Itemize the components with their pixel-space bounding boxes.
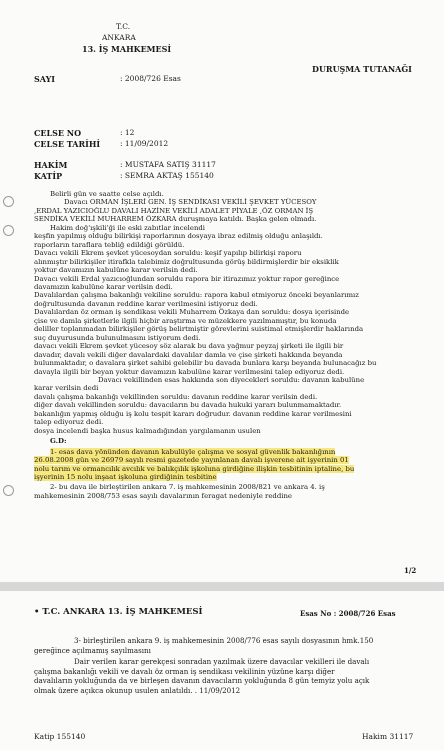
body-line: bulunmaktadır, o davalara şirket sahibi gelebilir bu davada bunlara karşı beyanda bulunacağız bu	[34, 359, 377, 368]
esas-number: Esas No : 2008/726 Esas	[300, 609, 396, 618]
verdict-line: işyerinin 15 nolu inşaat işkoluna girdiğinin tesbitine	[34, 472, 217, 481]
body-line: Davacı ORMAN İŞLERİ GEN. İŞ SENDİKASI VEKİLİ ŞEVKET YÜCESOY	[64, 198, 317, 207]
body-line: davacı vekili Ekrem şevket yücesoy söz alarak bu dava yağmur peyzaj şirketi ile ilgili bir	[34, 342, 344, 351]
body-line: Belirli gün ve saatte celse açıldı.	[50, 190, 164, 198]
body-line: davamızın kabulüne karar verilsin dedi.	[34, 282, 173, 291]
body-line: 2- bu dava ile birleştirilen ankara 7. iş mahkemesinin 2008/821 ve ankara 4. iş	[50, 483, 325, 492]
body-line: davalıların yokluğunda da ve birleşen davanın davacıların yokluğunda 8 gün temyiz yolu açık	[34, 676, 370, 686]
body-line: suç duyurusunda bulunulmasını istiyorum dedi.	[34, 333, 201, 342]
punch-hole-icon	[3, 485, 14, 496]
field-label-celse-no: CELSE NO	[34, 128, 82, 138]
body-line: SENDİKA VEKİLİ MUHARREM ÖZKARA duruşmaya katıldı. Başka gelen olmadı.	[34, 215, 317, 224]
body-line: Davacı vekili Ekrem şevket yücesoydan soruldu: keşif yapılıp bilirkişi raporu	[34, 249, 302, 258]
body-line: olmak üzere açıkca okunup usulen anlatıldı. . 11/09/2012	[34, 685, 241, 695]
body-line: alınmıştır bilirkişiler itirafkla talebimiz doğrultusunda görüş bildirmişlerdir bir eksiklik	[34, 257, 339, 266]
document-title: DURUŞMA TUTANAĞI	[312, 64, 412, 74]
body-line: davayla ilgili bir beyan yoktur davamızın kabulüne karar verilmesini talep ediyoruz dedi.	[34, 367, 345, 376]
body-line: diğer davalı vekillinden soruldu: davacıların bu davada hukuki yararı bulunmamaktadır.	[34, 401, 342, 410]
court-name: 13. İŞ MAHKEMESİ	[82, 44, 172, 54]
page-number: 1/2	[404, 566, 417, 575]
body-line: raporların taraflara tebliğ edildiği görüldü.	[34, 240, 185, 249]
verdict-line: 26.08.2008 gün ve 26979 sayılı resmi gazetede yayınlanan davalı işverene ait işyerinin 01	[34, 456, 349, 465]
body-line: Davalılardan çalışma bakanlığı vekiline soruldu: rapora kabul etmiyoruz önceki beyanlarımız	[34, 291, 359, 300]
document-page-2	[0, 591, 444, 750]
body-line: Davacı vekillinden esas hakkında son diyecekleri soruldu: davanın kabulüne	[98, 375, 365, 384]
body-line: Dair verilen karar gerekçesi sonradan yazılmak üzere davacılar vekilleri ile davalı	[74, 657, 370, 667]
body-line: çise ve damla şirketlerle ilgili hiçbir araştırma ve müzekkere yazılmamıştır, bu konuda	[34, 316, 337, 325]
punch-hole-icon	[3, 225, 14, 236]
bullet-icon: •	[34, 607, 40, 617]
body-line: deliller toplanmadan bilirkişiler görüş belirtmiştir görevlerini suistimal etmişlerdir haklarında	[34, 325, 364, 334]
body-line: Hakim doğ'ışkili'ği ile eski zabıtlar incelendi	[50, 223, 206, 232]
field-value-katip: : SEMRA AKTAŞ 155140	[120, 171, 214, 180]
body-gd-label: G.D:	[50, 437, 67, 446]
body-line: dosya incelendi başka husus kalmadığından yargılamanın usulen	[34, 426, 261, 435]
body-line: mahkemesinin 2008/753 esas sayılı davalarının feragat nedeniyle reddine	[34, 491, 292, 500]
field-label-sayi: SAYI	[34, 74, 56, 84]
court-line-city: ANKARA	[102, 33, 136, 42]
field-value-hakim: : MUSTAFA SATIŞ 31117	[120, 160, 216, 169]
field-value-celse-tarihi: : 11/09/2012	[120, 139, 169, 148]
body-line: Davacı vekili Erdal yazıcıoğlundan soruldu rapora bir itirazımız yoktur rapor gereğince	[34, 274, 340, 283]
body-line: karar verilsin dedi	[34, 384, 99, 393]
katip-signature: Katip 155140	[34, 732, 86, 741]
hakim-signature: Hakim 31117	[362, 732, 414, 741]
field-value-sayi: : 2008/726 Esas	[120, 74, 181, 83]
body-line: gereğince açılmamış sayılmasını	[34, 645, 151, 655]
body-line: bakanlığın yapmış olduğu iş kolu tespit kararı doğrudur. davanın reddine karar verilmesini	[34, 409, 352, 418]
verdict-highlight-block	[34, 448, 430, 482]
court-line-tc: T.C.	[116, 22, 131, 31]
body-line: talep ediyoruz dedi.	[34, 418, 104, 427]
minutes-body	[34, 190, 430, 500]
verdict-line: 1- esas dava yönünden davanın kabulüyle çalışma ve sosyal güvenlik bakanlığının	[50, 447, 336, 456]
body-line: yoktur davamızın kabulüne karar verilsin dedi.	[34, 266, 198, 275]
body-line: 3- birleştirilen ankara 9. iş mahkemesinin 2008/776 esas sayılı dosyasının hmk.150	[74, 636, 374, 645]
field-label-hakim: HAKİM	[34, 160, 68, 170]
page2-header: • T.C. ANKARA 13. İŞ MAHKEMESİ	[34, 607, 203, 617]
page2-body	[34, 636, 430, 696]
verdict-line: nolu tarım ve ormancılık avcılık ve balıkçılık işkoluna girdiğine ilişkin tesbitinin iptaline, bu	[34, 464, 355, 473]
punch-hole-icon	[3, 196, 14, 207]
body-line: Davalılardan öz orman iş sendikası vekili Muharrem Özkaya dan soruldu: dosya içerisinde	[34, 308, 350, 317]
field-label-celse-tarihi: CELSE TARİHİ	[34, 139, 101, 149]
body-line: çalışma bakanlığı vekili ve davalı öz orman iş sendikası vekilinin yüzüne karşı diğer	[34, 666, 335, 676]
field-label-katip: KATİP	[34, 171, 63, 181]
body-line: doğrultusunda davanın reddine karar verilmesini istiyoruz dedi.	[34, 299, 258, 308]
body-line: davadır, davalı vekili diğer davalardaki davalılar damla ve çise şirketi hakkında beyanda	[34, 350, 343, 359]
body-line: davalı çalışma bakanlığı vekillinden soruldu: davanın reddine karar verilsin dedi.	[34, 392, 318, 401]
field-value-celse-no: : 12	[120, 128, 135, 137]
body-line: ,ERDAL YAZICIOĞLU DAVALI HAZİNE VEKİLİ ADALET PİYALE ,ÖZ ORMAN İŞ	[34, 206, 314, 215]
body-line: keşfin yapılmış olduğu bilirkişi raporlarının dosyaya ibraz edilmiş olduğu anlaşıldı.	[34, 232, 323, 241]
